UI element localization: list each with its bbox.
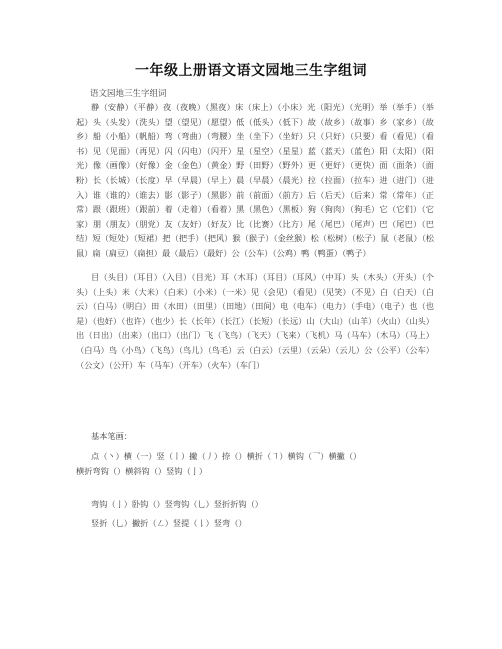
strokes-line-3: 弯钩（亅）卧钩（）竖弯钩（乚）竖折折钩（） <box>91 499 263 509</box>
word-group-paragraph-2: 目（头目）（耳目）（入目）（目光）耳（木耳）（耳目）（耳风）（中耳）头（木头）（开头）（个头）（上头）米（大米）（白米）（小米）（一米）见（会见）（看见）（见笑）（不见）白（白天）（白云）（白马）（明白）田（水田）（田里）（田地）（田间）电（电车）（电力）（手电）（电子）也（也是）（也好）（也许）（也少）长（长年）（长江）（长短）（长远）山（大山）（山羊）（火山）（山头）出（日出）（出来）（出口）（出门）飞（飞鸟）（飞天）（飞来）（飞机）马（马车）（木马）（马上）（白马）鸟（小鸟）（飞鸟）（鸟儿）（鸟毛）云（白云）（云里）（云朵）（云儿）公（公平）（公车）（公文）（公开）车（马车）（开车）（火车）（车门） <box>76 272 434 370</box>
word-group-paragraph-1: 静（安静）（平静）夜（夜晚）（黑夜）床（床上）（小床）光（阳光）（光明）举（举手）（举起）头（头发）（洗头）望（望见）（愿望）低（低头）（低下）故（故乡）（故事）乡（家乡）（故乡）船（小船）（帆船）弯（弯曲）（弯腰）坐（坐下）（坐好）只（只好）（只要）看（看见）（看书）见（见面）（再见）闪（闪电）（闪开）星（星空）（星星）蓝（蓝天）（蓝色）阳（太阳）（阳光）像（画像）（好像）金（金色）（黄金）野（田野）（野外）更（更好）（更快）面（面条）（面粉）长（长城）（长度）早（早晨）（早上）晨（早晨）（晨光）拉（拉面）（拉车）进（进门）（进入）谁（谁的）（谁去）影（影子）（黑影）前（前面）（前方）后（后天）（后来）常（常年）（正常）跟（跟班）（跟前）着（走着）（看着）黑（黑色）（黑板）狗（狗肉）（狗毛）它（它们）（它家）朋（朋友）（朋党）友（友好）（好友）比（比赛）（比方）尾（尾巴）（尾声）巴（尾巴）（巴结）短（短处）（短裙）把（把手）（把风）猴（猴子）（金丝猴）松（松树）（松子）鼠（老鼠）（松鼠）扁（扁豆）（扁担）最（最后）（最好）公（公车）（公鸡）鸭（鸭蛋）（鸭子） <box>76 102 434 258</box>
strokes-heading: 基本笔画： <box>91 431 132 441</box>
strokes-line-4: 竖折（乚）撇折（㇜）竖提（𠄌）竖弯（） <box>91 518 247 528</box>
page-subtitle: 语文园地三生字组词 <box>90 89 167 99</box>
strokes-line-2: 横折弯钩（）横斜钩（）竖钩（亅） <box>76 466 208 476</box>
page-title: 一年级上册语文语文园地三生字组词 <box>135 63 367 79</box>
strokes-line-1: 点（丶）横（一）竖（丨）撇（丿）捺（）横折（㇕）横钩（乛）横撇（） <box>91 451 362 461</box>
